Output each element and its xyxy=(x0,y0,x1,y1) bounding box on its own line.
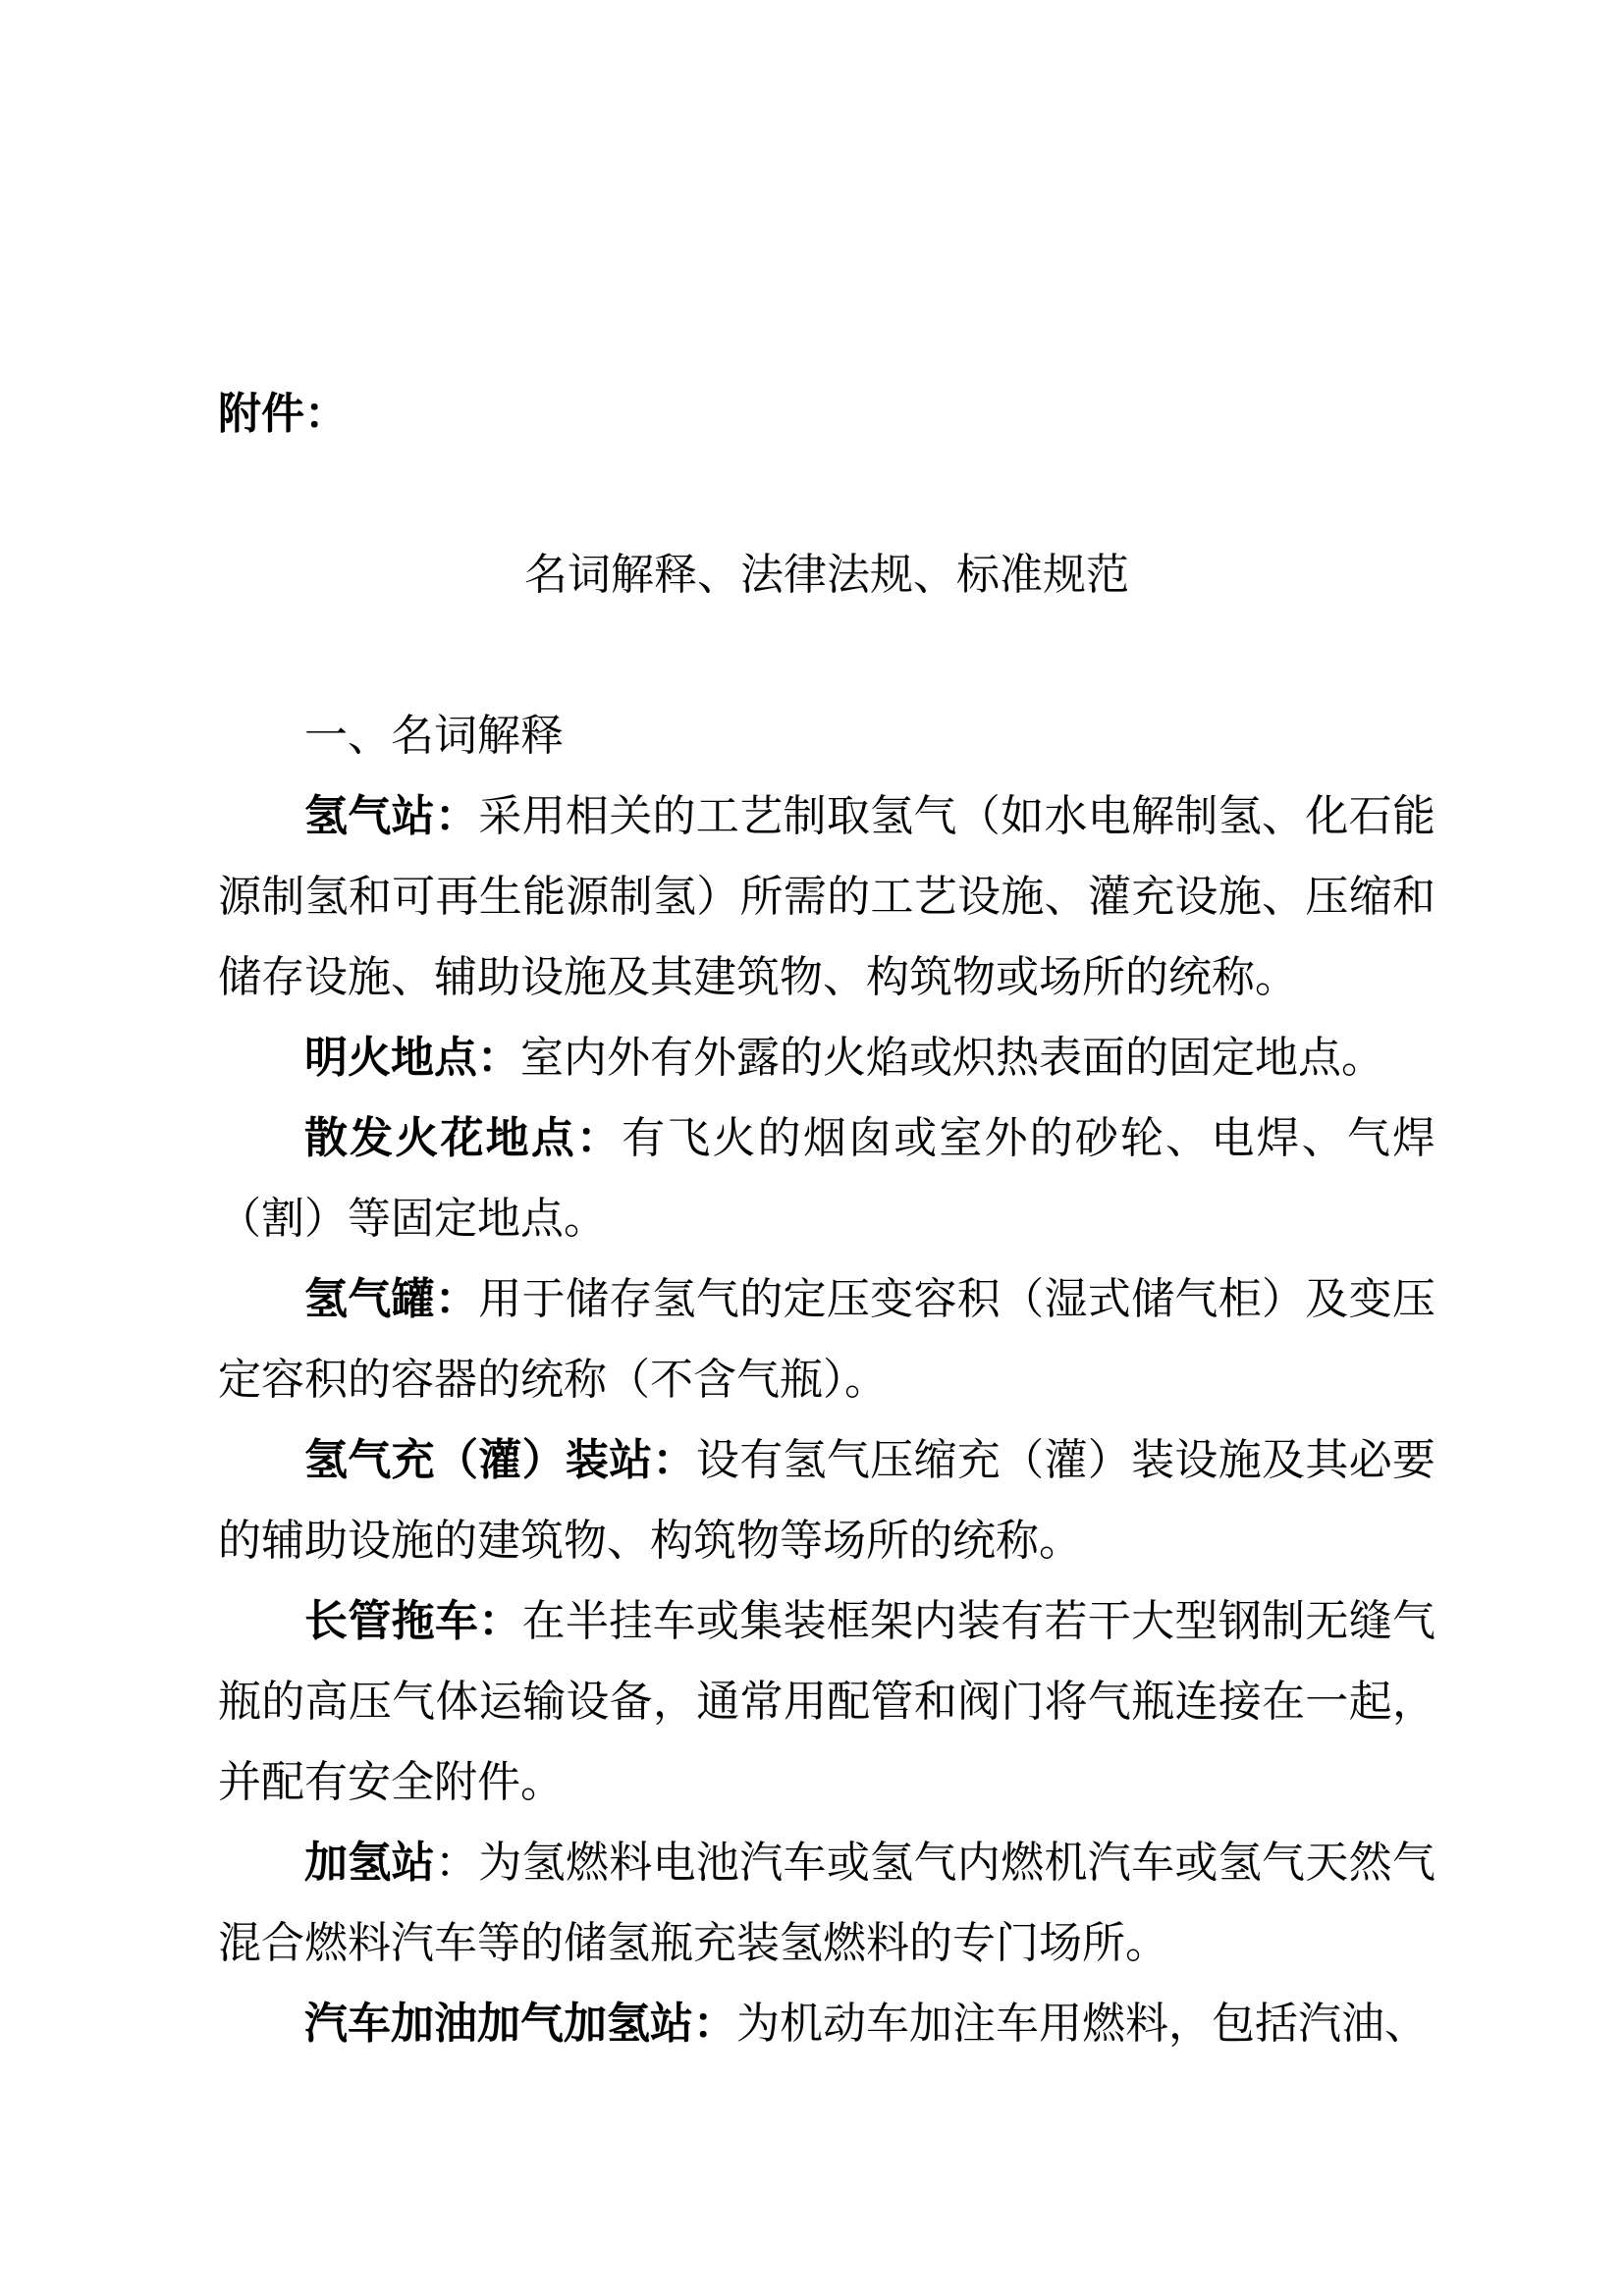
definition-term: 明火地点： xyxy=(304,1034,520,1082)
definition-paragraph xyxy=(218,1420,1435,1581)
definition-paragraph xyxy=(218,776,1435,1018)
document-content xyxy=(218,0,1435,2064)
definition-paragraph xyxy=(218,1581,1435,1823)
definition-term: 氢气站： xyxy=(304,792,479,840)
section-heading: 一、名词解释 xyxy=(304,712,564,760)
definition-paragraph xyxy=(218,1098,1435,1259)
attachment-label: 附件： xyxy=(218,390,348,438)
definition-text: 为机动车加注车用燃料，包括汽油、 xyxy=(736,2000,1428,2048)
definition-text: 室内外有外露的火焰或炽热表面的固定地点。 xyxy=(520,1034,1384,1082)
document-title: 名词解释、法律法规、标准规范 xyxy=(524,551,1129,599)
definitions-list xyxy=(218,776,1435,2064)
definition-paragraph xyxy=(218,1259,1435,1420)
definition-paragraph xyxy=(218,1823,1435,1984)
definition-paragraph xyxy=(218,1018,1435,1098)
definition-term: 长管拖车： xyxy=(304,1597,522,1645)
definition-text: 用于储存氢气的定压变容积（湿式储气柜）及变压定容积的容器的统称（不含气瓶）。 xyxy=(218,1275,1435,1404)
definition-text: ：为氢燃料电池汽车或氢气内燃机汽车或氢气天然气混合燃料汽车等的储氢瓶充装氢燃料的专门场所。 xyxy=(218,1839,1436,1967)
definition-paragraph xyxy=(218,1984,1435,2064)
definition-term: 氢气罐： xyxy=(304,1275,479,1323)
definition-term: 汽车加油加气加氢站： xyxy=(304,2000,736,2048)
definition-term: 加氢站 xyxy=(304,1839,435,1887)
definition-text: 设有氢气压缩充（灌）装设施及其必要的辅助设施的建筑物、构筑物等场所的统称。 xyxy=(218,1436,1436,1565)
definition-term: 氢气充（灌）装站： xyxy=(304,1436,696,1484)
definition-text: 有飞火的烟囱或室外的砂轮、电焊、气焊（割）等固定地点。 xyxy=(218,1114,1436,1243)
definition-text: 在半挂车或集装框架内装有若干大型钢制无缝气瓶的高压气体运输设备，通常用配管和阀门将气瓶连接在一起，并配有安全附件。 xyxy=(218,1597,1436,1806)
definition-term: 散发火花地点： xyxy=(304,1114,623,1162)
definition-text: 采用相关的工艺制取氢气（如水电解制氢、化石能源制氢和可再生能源制氢）所需的工艺设施、灌充设施、压缩和储存设施、辅助设施及其建筑物、构筑物或场所的统称。 xyxy=(218,792,1435,1001)
